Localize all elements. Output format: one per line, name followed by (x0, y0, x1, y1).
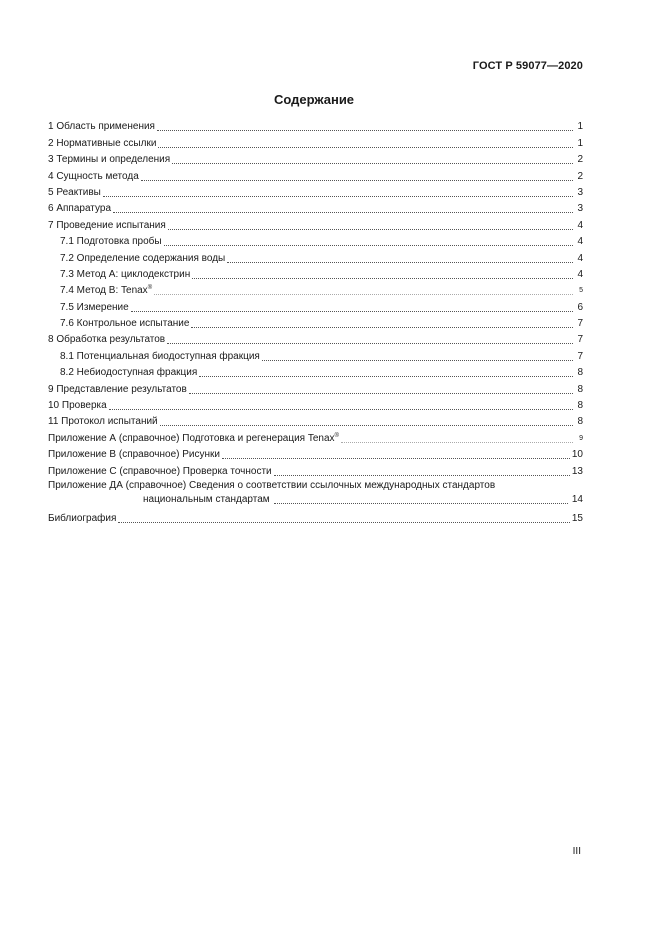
toc-entry-appendix-b[interactable] (48, 446, 583, 462)
toc-leader-dots (199, 376, 573, 377)
toc-entry-page: 1 (577, 137, 583, 149)
registered-mark: ® (147, 285, 153, 292)
toc-leader-dots (168, 229, 573, 230)
toc-entry-7-2[interactable] (48, 249, 583, 265)
toc-entry-label: 1 Область применения (48, 121, 155, 133)
toc-entry-label: 6 Аппаратура (48, 203, 112, 215)
toc-entry-11[interactable] (48, 413, 583, 429)
toc-entry-appendix-da[interactable] (48, 479, 583, 510)
toc-entry-label: 4 Сущность метода (48, 170, 139, 182)
toc-leader-dots (154, 294, 573, 295)
toc-entry-page: 6 (577, 301, 583, 313)
toc-entry-label-line2: национальным стандартам (143, 493, 270, 505)
toc-entry-label-text: Приложение А (справочное) Подготовка и регенерация Tenax (48, 432, 335, 444)
toc-entry-label: 9 Представление результатов (48, 383, 187, 395)
toc-leader-dots (274, 503, 568, 504)
toc-entry-label: Приложение С (справочное) Проверка точности (48, 465, 272, 477)
toc-leader-dots (158, 147, 573, 148)
toc-leader-dots (113, 212, 573, 213)
toc-entry-8-2[interactable] (48, 364, 583, 380)
toc-entry-5[interactable] (48, 184, 583, 200)
toc-entry-line2 (48, 493, 583, 507)
toc-leader-dots (189, 393, 573, 394)
toc-leader-dots (192, 278, 573, 279)
toc-entry-page: 8 (577, 400, 583, 412)
toc-entry-label: 8 Обработка результатов (48, 334, 166, 346)
toc-entry-page: 10 (571, 449, 583, 461)
toc-entry-label: 7.6 Контрольное испытание (60, 318, 190, 330)
toc-entry-page: 8 (577, 383, 583, 395)
toc-entry-3[interactable] (48, 151, 583, 167)
toc-entry-label: 8.1 Потенциальная биодоступная фракция (60, 350, 260, 362)
toc-leader-dots (172, 163, 573, 164)
toc-leader-dots (341, 442, 573, 443)
toc-entry-appendix-a[interactable] (48, 429, 583, 445)
toc-title: Содержание (273, 92, 355, 107)
toc-entry-page: 4 (577, 268, 583, 280)
toc-leader-dots (191, 327, 573, 328)
toc-entry-4[interactable] (48, 167, 583, 183)
toc-entry-label: 7.1 Подготовка пробы (60, 236, 162, 248)
toc-entry-page: 14 (571, 493, 583, 505)
toc-entry-7-6[interactable] (48, 315, 583, 331)
toc-entry-page: 1 (577, 121, 583, 133)
toc-entry-10[interactable] (48, 397, 583, 413)
toc-entry-7[interactable] (48, 216, 583, 232)
toc-entry-label: 7 Проведение испытания (48, 219, 166, 231)
toc-entry-page: 7 (577, 350, 583, 362)
toc-leader-dots (131, 311, 573, 312)
toc-entry-label-line1: Приложение ДА (справочное) Сведения о соответствии ссылочных международных стандартов (48, 479, 496, 491)
toc-entry-label (60, 284, 152, 298)
toc-entry-8-1[interactable] (48, 347, 583, 363)
standard-code: ГОСТ Р 59077—2020 (472, 60, 583, 72)
toc-entry-7-5[interactable] (48, 298, 583, 314)
toc-entry-label: 11 Протокол испытаний (48, 416, 158, 428)
toc-entry-page: 13 (571, 465, 583, 477)
toc-entry-label: 7.5 Измерение (60, 301, 129, 313)
toc-entry-page: 2 (577, 154, 583, 166)
toc-entry-page: 15 (571, 512, 583, 524)
toc-leader-dots (118, 522, 569, 523)
toc-entry-label: 3 Термины и определения (48, 154, 171, 166)
toc-entry-1[interactable] (48, 118, 583, 134)
registered-mark: ® (334, 432, 339, 439)
toc-leader-dots (227, 262, 573, 263)
toc-entry-label-text: 7.4 Метод В: Tenax (60, 285, 148, 297)
toc-entry-label: 8.2 Небиодоступная фракция (60, 367, 198, 379)
toc-entry-label: 2 Нормативные ссылки (48, 137, 157, 149)
toc-entry-9[interactable] (48, 380, 583, 396)
toc-entry-7-4[interactable] (48, 282, 583, 298)
toc-entry-page: 9 (579, 434, 583, 442)
toc-leader-dots (262, 360, 573, 361)
toc-entry-label: 7.3 Метод А: циклодекстрин (60, 268, 191, 280)
page-number: III (572, 846, 581, 857)
toc-leader-dots (103, 196, 573, 197)
toc-entry-label: Библиография (48, 512, 117, 524)
toc-entry-label: 7.2 Определение содержания воды (60, 252, 226, 264)
toc-entry-7-1[interactable] (48, 233, 583, 249)
toc-leader-dots (274, 475, 570, 476)
toc-entry-label (48, 432, 339, 446)
toc-entry-page: 4 (577, 236, 583, 248)
toc-entry-page: 4 (577, 219, 583, 231)
toc-entry-appendix-c[interactable] (48, 462, 583, 478)
toc-entry-label: Приложение В (справочное) Рисунки (48, 449, 220, 461)
toc-leader-dots (167, 343, 573, 344)
toc-leader-dots (141, 180, 573, 181)
toc-entry-page: 7 (577, 334, 583, 346)
toc-entry-6[interactable] (48, 200, 583, 216)
toc-leader-dots (222, 458, 570, 459)
toc-entry-bibliography[interactable] (48, 510, 583, 526)
toc-leader-dots (157, 130, 573, 131)
toc-leader-dots (109, 409, 573, 410)
toc-leader-dots (160, 425, 573, 426)
toc-leader-dots (164, 245, 573, 246)
toc-entry-label: 5 Реактивы (48, 186, 101, 198)
toc-entry-page: 3 (577, 203, 583, 215)
table-of-contents (48, 118, 583, 526)
toc-entry-page: 7 (577, 318, 583, 330)
toc-entry-page: 5 (579, 287, 583, 295)
toc-entry-page: 8 (577, 416, 583, 428)
toc-entry-7-3[interactable] (48, 266, 583, 282)
toc-entry-label: 10 Проверка (48, 400, 107, 412)
toc-entry-2[interactable] (48, 134, 583, 150)
toc-entry-page: 8 (577, 367, 583, 379)
toc-entry-page: 2 (577, 170, 583, 182)
toc-entry-page: 3 (577, 186, 583, 198)
toc-entry-page: 4 (577, 252, 583, 264)
toc-entry-8[interactable] (48, 331, 583, 347)
